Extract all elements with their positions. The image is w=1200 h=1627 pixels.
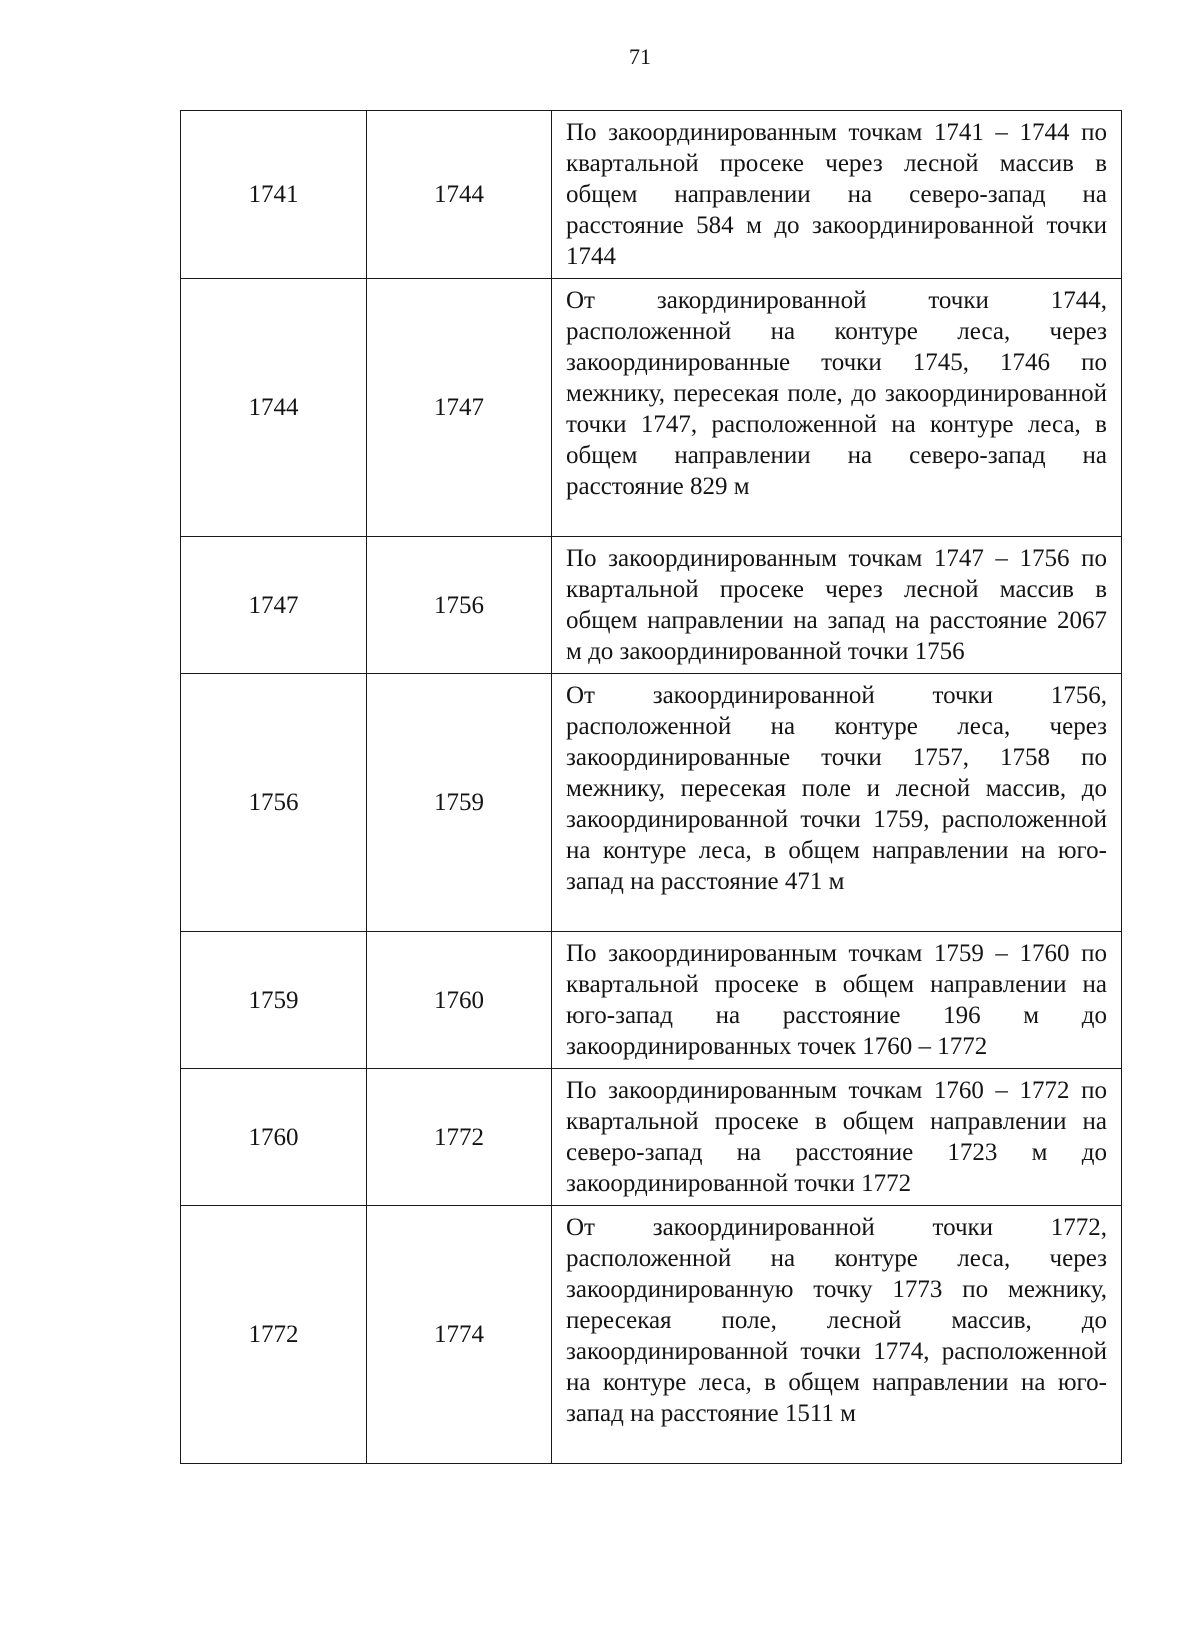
point-to: 1772 — [367, 1069, 552, 1206]
point-to: 1760 — [367, 932, 552, 1069]
point-from: 1759 — [181, 932, 367, 1069]
route-description: От закординированной точки 1744, расположенной на контуре леса, через закоординированные точки 1745, 1746 по межнику, пересекая поле, до закоординированной точки 1747, расположенной на контуре леса, в общем направлении на северо-запад на расстояние 829 м — [552, 279, 1122, 537]
point-from: 1741 — [181, 111, 367, 279]
point-to: 1747 — [367, 279, 552, 537]
route-description: По закоординированным точкам 1759 – 1760 по квартальной просеке в общем направлении на юго-запад на расстояние 196 м до закоординированных точек 1760 – 1772 — [552, 932, 1122, 1069]
point-to: 1774 — [367, 1206, 552, 1464]
table-row — [181, 932, 1122, 1069]
table-row — [181, 111, 1122, 279]
point-from: 1760 — [181, 1069, 367, 1206]
route-description: От закоординированной точки 1756, расположенной на контуре леса, через закоординированные точки 1757, 1758 по межнику, пересекая поле и лесной массив, до закоординированной точки 1759, расположенной на контуре леса, в общем направлении на юго-запад на расстояние 471 м — [552, 674, 1122, 932]
table-row — [181, 674, 1122, 932]
point-from: 1744 — [181, 279, 367, 537]
route-description: По закоординированным точкам 1741 – 1744 по квартальной просеке через лесной массив в общем направлении на северо-запад на расстояние 584 м до закоординированной точки 1744 — [552, 111, 1122, 279]
point-from: 1772 — [181, 1206, 367, 1464]
point-from: 1747 — [181, 537, 367, 674]
point-to: 1759 — [367, 674, 552, 932]
table-row — [181, 1206, 1122, 1464]
point-to: 1744 — [367, 111, 552, 279]
route-description: По закоординированным точкам 1760 – 1772 по квартальной просеке в общем направлении на северо-запад на расстояние 1723 м до закоординированной точки 1772 — [552, 1069, 1122, 1206]
boundary-description-table — [180, 110, 1122, 1464]
table-row — [181, 279, 1122, 537]
route-description: По закоординированным точкам 1747 – 1756 по квартальной просеке через лесной массив в общем направлении на запад на расстояние 2067 м до закоординированной точки 1756 — [552, 537, 1122, 674]
page-number: 71 — [629, 44, 651, 69]
route-description: От закоординированной точки 1772, расположенной на контуре леса, через закоординированную точку 1773 по межнику, пересекая поле, лесной массив, до закоординированной точки 1774, расположенной на контуре леса, в общем направлении на юго-запад на расстояние 1511 м — [552, 1206, 1122, 1464]
table-row — [181, 1069, 1122, 1206]
point-from: 1756 — [181, 674, 367, 932]
point-to: 1756 — [367, 537, 552, 674]
table-row — [181, 537, 1122, 674]
